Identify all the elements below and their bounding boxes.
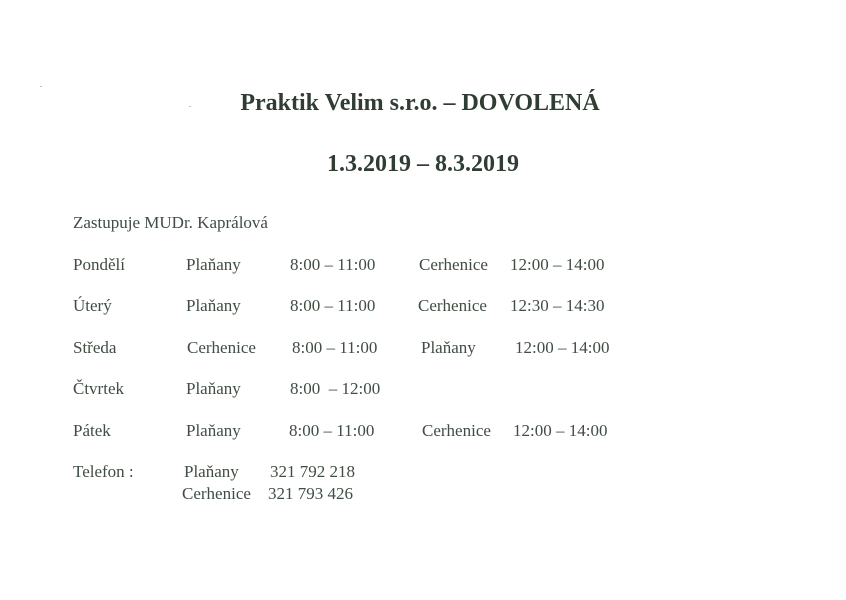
day-label: Pondělí — [73, 255, 125, 274]
morning-hours: 8:00 – 11:00 — [292, 338, 378, 357]
afternoon-hours: 12:30 – 14:30 — [510, 296, 605, 315]
phone-place: Cerhenice — [182, 484, 251, 503]
morning-hours: 8:00 – 11:00 — [290, 296, 376, 315]
morning-hours: 8:00 – 12:00 — [290, 379, 381, 398]
afternoon-hours: 12:00 – 14:00 — [513, 421, 608, 440]
day-label: Středa — [73, 338, 117, 357]
afternoon-place: Cerhenice — [422, 421, 491, 440]
phone-number: 321 793 426 — [268, 484, 353, 503]
date-range: 1.3.2019 – 8.3.2019 — [327, 151, 519, 177]
day-label: Úterý — [73, 296, 112, 315]
phone-label: Telefon : — [73, 462, 134, 481]
morning-place: Plaňany — [186, 421, 241, 440]
afternoon-hours: 12:00 – 14:00 — [510, 255, 605, 274]
morning-hours: 8:00 – 11:00 — [289, 421, 375, 440]
phone-place: Plaňany — [184, 462, 239, 481]
afternoon-hours: 12:00 – 14:00 — [515, 338, 610, 357]
afternoon-place: Cerhenice — [419, 255, 488, 274]
afternoon-place: Plaňany — [421, 338, 476, 357]
phone-number: 321 792 218 — [270, 462, 355, 481]
morning-place: Plaňany — [186, 255, 241, 274]
substitute-note: Zastupuje MUDr. Kaprálová — [73, 213, 268, 232]
afternoon-place: Cerhenice — [418, 296, 487, 315]
morning-place: Plaňany — [186, 296, 241, 315]
morning-hours: 8:00 – 11:00 — [290, 255, 376, 274]
day-label: Čtvrtek — [73, 379, 124, 398]
scan-speck — [40, 86, 42, 87]
page-title: Praktik Velim s.r.o. – DOVOLENÁ — [240, 90, 600, 116]
morning-place: Plaňany — [186, 379, 241, 398]
morning-place: Cerhenice — [187, 338, 256, 357]
day-label: Pátek — [73, 421, 111, 440]
